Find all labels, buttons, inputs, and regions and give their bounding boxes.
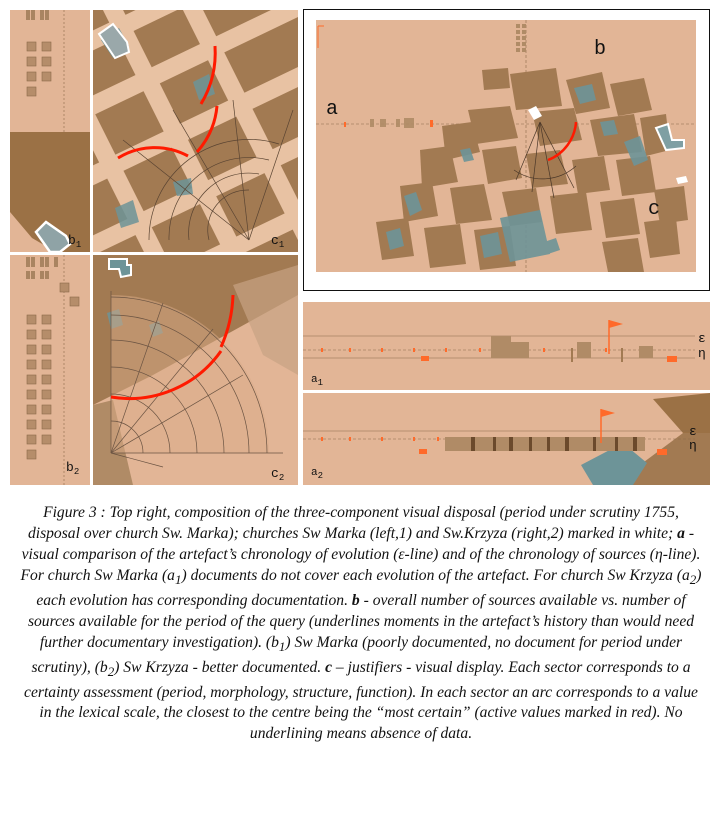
panel-c2 (93, 255, 298, 485)
b1-label: $b_1$ (68, 233, 82, 250)
c1-label: $c_1$ (271, 233, 285, 250)
a2-eta: η (689, 438, 697, 453)
a1-eps: ε (698, 331, 706, 346)
panel-a2 (303, 393, 710, 485)
top-right-label-c: c (648, 198, 661, 221)
figure-caption: Figure 3 : Top right, composition of the three-component visual disposal (period under scrutiny 1755, disposal over church Sw. Marka); churches Sw Marka (left,1) and Sw.Krzyza (right,2) marked in white; a - visual comparison of the artefact’s chronology of evolution (ε-line) and of the chronology of sources (η-line). For church Sw Marka $(a_1)$ documents do not cover each evolution of the artefact. For church Sw Krzyza $(a_2)$ each evolution has corresponding documentation. b - overall number of sources available vs. number of sources available for the period of the query (underlines moments in the artefact’s history than would need further documentary investigation). $(b_1)$ Sw Marka (poorly documented, no document for period under scrutiny), $(b_2)$ Sw Krzyza - better documented. c – justifiers - visual display. Each sector corresponds to a certainty assessment (period, morphology, structure, function). In each sector an arc corresponds to a value in the lexical scale, the closest to the centre being the “most certain” (active values marked in red). No underlining means absence of data. (20, 504, 702, 743)
a1-label: $a_1$ (311, 374, 324, 388)
top-right-label-a: a (326, 98, 339, 121)
c2-label: $c_2$ (271, 466, 285, 483)
panel-top-right (303, 9, 710, 291)
a2-eps: ε (689, 424, 697, 439)
panel-c1 (93, 10, 298, 252)
panel-a1 (303, 302, 710, 390)
panel-b1 (10, 10, 90, 252)
a1-eta: η (698, 346, 706, 361)
panel-b2 (10, 255, 90, 485)
top-right-label-b: b (594, 38, 607, 61)
b2-label: $b_2$ (66, 460, 80, 477)
a2-label: $a_2$ (311, 467, 324, 481)
